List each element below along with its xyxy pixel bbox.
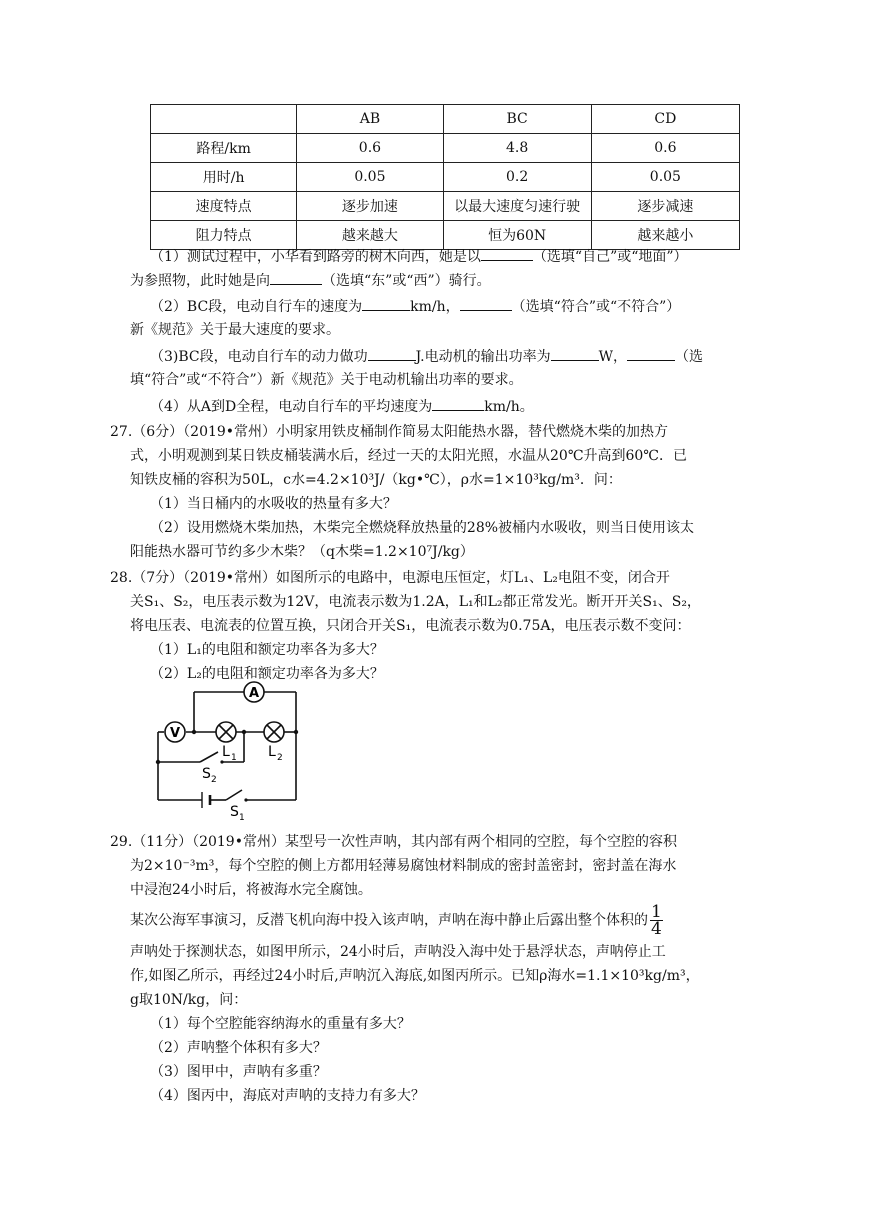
table-cell: 阻力特点	[151, 221, 297, 250]
q26-part3-line2: 填“符合”或“不符合”）新《规范》关于电动机输出功率的要求。	[130, 372, 523, 388]
q28-line2: 关S₁、S₂，电压表示数为12V，电流表示数为1.2A，L₁和L₂都正常发光。断开开关S₁、S₂，	[130, 594, 701, 610]
table-cell: 速度特点	[151, 192, 297, 221]
table-cell: AB	[297, 105, 443, 134]
table-cell: BC	[443, 105, 591, 134]
voltmeter-label: V	[169, 726, 181, 741]
answer-blank[interactable]	[368, 346, 416, 361]
q29-line6: 作,如图乙所示，再经过24小时后,声呐沉入海底,如图丙所示。已知ρ海水=1.1×10³kg/m³，	[130, 968, 700, 984]
table-cell: 逐步加速	[297, 192, 443, 221]
q28-line1: 28.（7分）（2019•常州）如图所示的电路中，电源电压恒定，灯L₁、L₂电阻不变，闭合开	[110, 570, 670, 586]
table-row	[151, 134, 740, 163]
q27-line2: 式，小明观测到某日铁皮桶装满水后，经过一天的太阳光照，水温从20℃升高到60℃．已	[130, 448, 687, 464]
q29-part3: （3）图甲中，声呐有多重？	[150, 1064, 327, 1080]
answer-blank[interactable]	[460, 296, 512, 311]
table-cell	[151, 105, 297, 134]
table-cell: 4.8	[443, 134, 591, 163]
table-cell: 越来越小	[591, 221, 739, 250]
q29-line2: 为2×10⁻³m³，每个空腔的侧上方都用轻薄易腐蚀材料制成的密封盖密封，密封盖在海水	[130, 858, 677, 874]
lamp2-label: L	[268, 744, 276, 760]
answer-blank[interactable]	[481, 246, 533, 261]
switch2-label: S	[202, 766, 211, 782]
table-cell: 以最大速度匀速行驶	[443, 192, 591, 221]
table-cell: 0.05	[591, 163, 739, 192]
switch2-subscript: 2	[211, 775, 217, 785]
table-cell: 0.2	[443, 163, 591, 192]
lamp1-subscript: 1	[231, 753, 237, 763]
q29-line1: 29.（11分）（2019•常州）某型号一次性声呐，其内部有两个相同的空腔，每个空腔的容积	[110, 834, 677, 850]
q26-part3-line1: （3)BC段，电动自行车的动力做功 J.电动机的输出功率为 W， （选	[150, 346, 703, 367]
q29-line7: g取10N/kg，问：	[130, 992, 248, 1008]
q27-part1: （1）当日桶内的水吸收的热量有多大？	[150, 496, 397, 512]
answer-blank[interactable]	[551, 346, 599, 361]
table-cell: 0.05	[297, 163, 443, 192]
answer-blank[interactable]	[362, 296, 410, 311]
q26-part4-line: （4）从A到D全程，电动自行车的平均速度为 km/h。	[150, 396, 534, 417]
q29-line3: 中浸泡24小时后，将被海水完全腐蚀。	[130, 882, 372, 898]
q26-part2-line2: 新《规范》关于最大速度的要求。	[130, 322, 340, 338]
q28-line3: 将电压表、电流表的位置互换，只闭合开关S₁，电流表示数为0.75A，电压表示数不变问：	[130, 618, 691, 634]
table-row	[151, 192, 740, 221]
circuit-diagram	[150, 676, 310, 823]
answer-blank[interactable]	[432, 396, 484, 411]
q29-part1: （1）每个空腔能容纳海水的重量有多大？	[150, 1016, 411, 1032]
table-cell: 路程/km	[151, 134, 297, 163]
fraction: $\frac{1}{4}$	[651, 902, 662, 939]
q29-part2: （2）声呐整个体积有多大？	[150, 1040, 327, 1056]
table-cell: 逐步减速	[591, 192, 739, 221]
table-cell: 用时/h	[151, 163, 297, 192]
q29-line4: 某次公海军事演习，反潜飞机向海中投入该声呐，声呐在海中静止后露出整个体积的 $\frac{1}{4}$	[130, 902, 662, 939]
table-cell: 0.6	[591, 134, 739, 163]
q27-line3: 知铁皮桶的容积为50L，c水=4.2×10³J/（kg•℃），ρ水=1×10³kg/m³．问：	[130, 472, 622, 488]
q26-part1-line2: 为参照物，此时她是向 （选填“东”或“西”）骑行。	[130, 270, 491, 291]
switch1-subscript: 1	[239, 813, 245, 823]
q28-part1: （1）L₁的电阻和额定功率各为多大？	[150, 642, 384, 658]
table-cell: 越来越大	[297, 221, 443, 250]
spec-table	[150, 104, 740, 250]
q28-part2: （2）L₂的电阻和额定功率各为多大？	[150, 666, 384, 682]
q29-line5: 声呐处于探测状态，如图甲所示，24小时后，声呐没入海中处于悬浮状态，声呐停止工	[130, 944, 666, 960]
table-header-row	[151, 105, 740, 134]
lamp2-subscript: 2	[277, 753, 283, 763]
table-row	[151, 163, 740, 192]
answer-blank[interactable]	[270, 270, 322, 285]
q27-part2-line1: （2）设用燃烧木柴加热，木柴完全燃烧释放热量的28%被桶内水吸收，则当日使用该太	[150, 520, 695, 536]
q27-part2-line2: 阳能热水器可节约多少木柴？（q木柴=1.2×10⁷J/kg）	[130, 544, 474, 560]
switch1-label: S	[230, 804, 239, 820]
ammeter-label: A	[248, 686, 260, 701]
q29-part4: （4）图丙中，海底对声呐的支持力有多大？	[150, 1088, 425, 1104]
q26-part2-line1: （2）BC段，电动自行车的速度为 km/h， （选填“符合”或“不符合”）	[150, 296, 680, 317]
table-cell: CD	[591, 105, 739, 134]
lamp1-label: L	[222, 744, 230, 760]
table-cell: 0.6	[297, 134, 443, 163]
table-cell: 恒为60N	[443, 221, 591, 250]
q26-part1-line1: （1）测试过程中，小华看到路旁的树木向西，她是以 （选填“自己”或“地面”）	[150, 246, 688, 267]
answer-blank[interactable]	[627, 346, 675, 361]
q27-line1: 27.（6分）（2019•常州）小明家用铁皮桶制作简易太阳能热水器，替代燃烧木柴的加热方	[110, 424, 669, 440]
